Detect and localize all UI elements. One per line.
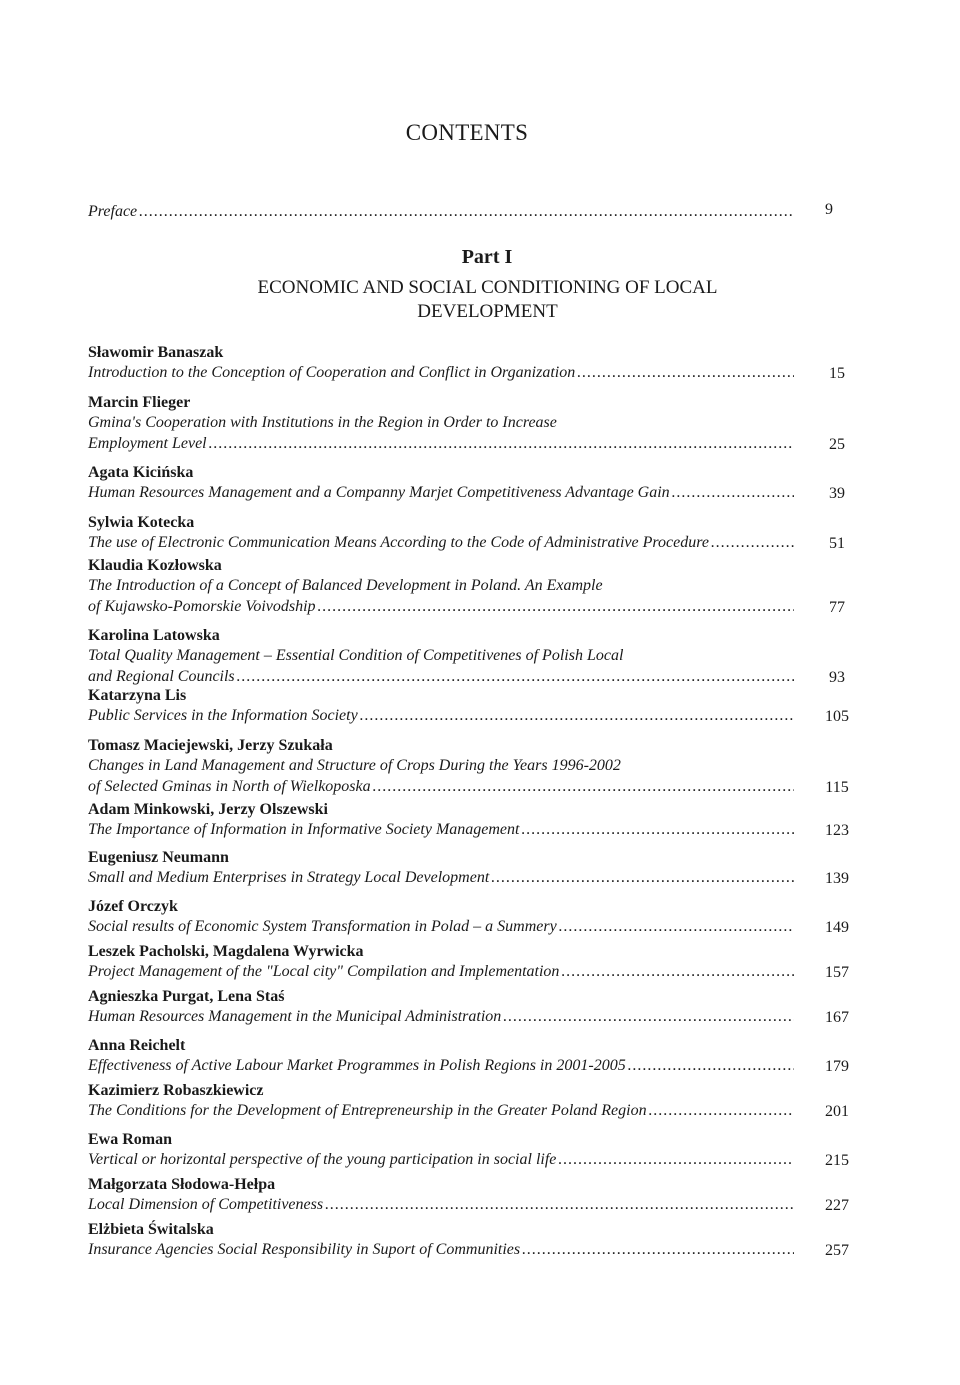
entry-author: Elżbieta Świtalska	[88, 1221, 214, 1238]
entry-author: Leszek Pacholski, Magdalena Wyrwicka	[88, 943, 364, 960]
entry-title-line	[88, 706, 794, 727]
entry-title-line	[88, 413, 794, 434]
dot-leader	[672, 483, 794, 503]
entry-page-number: 179	[825, 1058, 849, 1075]
entry-title-line	[88, 917, 794, 938]
entry-title-text: of Selected Gminas in North of Wielkoposka	[88, 778, 371, 795]
entry-title-line	[88, 1195, 794, 1216]
toc-entry[interactable]	[88, 897, 868, 938]
entry-title-text: Small and Medium Enterprises in Strategy Local Development	[88, 869, 490, 886]
dot-leader	[503, 1007, 794, 1027]
dot-leader	[628, 1056, 794, 1076]
entry-author: Ewa Roman	[88, 1131, 173, 1148]
entry-title-text: Gmina's Cooperation with Institutions in the Region in Order to Increase	[88, 414, 557, 431]
entry-author: Marcin Flieger	[88, 394, 191, 411]
entry-author: Katarzyna Lis	[88, 687, 187, 704]
entry-title-line	[88, 483, 794, 504]
entry-page-number: 93	[829, 669, 845, 686]
entry-title-line	[88, 363, 794, 384]
entry-author: Tomasz Maciejewski, Jerzy Szukała	[88, 737, 333, 754]
entry-title-line	[88, 576, 794, 597]
entry-author: Józef Orczyk	[88, 898, 178, 915]
entry-title-line	[88, 777, 794, 798]
preface-label: Preface	[88, 203, 138, 220]
entry-title-line	[88, 597, 794, 618]
toc-entry[interactable]	[88, 1036, 868, 1077]
entry-title-text: Vertical or horizontal perspective of the young participation in social life	[88, 1151, 557, 1168]
toc-entry[interactable]	[88, 556, 868, 618]
toc-entry[interactable]	[88, 513, 868, 554]
toc-entry[interactable]	[88, 800, 868, 841]
entry-page-number: 77	[829, 599, 845, 616]
entry-title-text: The use of Electronic Communication Means According to the Code of Administrative Procedure	[88, 534, 709, 551]
entry-title-text: The Importance of Information in Informative Society Management	[88, 821, 520, 838]
toc-entry[interactable]	[88, 626, 868, 688]
dot-leader	[561, 962, 794, 982]
entry-title-text: Project Management of the "Local city" Compilation and Implementation	[88, 963, 560, 980]
dot-leader	[711, 533, 794, 553]
dot-leader	[649, 1101, 794, 1121]
entry-author: Agnieszka Purgat, Lena Staś	[88, 988, 285, 1005]
entry-page-number: 123	[825, 822, 849, 839]
dot-leader	[558, 1150, 794, 1170]
entry-author: Eugeniusz Neumann	[88, 849, 229, 866]
entry-title-line	[88, 1240, 794, 1261]
entry-page-number: 215	[825, 1152, 849, 1169]
dot-leader	[491, 868, 794, 888]
entry-title-line	[88, 1150, 794, 1171]
toc-entry[interactable]	[88, 686, 868, 727]
entry-title-line	[88, 1007, 794, 1028]
entry-page-number: 105	[825, 708, 849, 725]
entry-page-number: 157	[825, 964, 849, 981]
dot-leader	[237, 667, 794, 687]
part-title: ECONOMIC AND SOCIAL CONDITIONING OF LOCAL DEVELOPMENT	[257, 277, 718, 322]
page-title: CONTENTS	[405, 120, 529, 145]
entry-title-text: of Kujawsko-Pomorskie Voivodship	[88, 598, 316, 615]
entry-title-text: Social results of Economic System Transformation in Polad – a Summery	[88, 918, 557, 935]
entry-title-line	[88, 1056, 794, 1077]
entry-title-line	[88, 667, 794, 688]
entry-author: Agata Kicińska	[88, 464, 194, 481]
entry-title-line	[88, 434, 794, 455]
entry-title-text: Human Resources Management and a Companny Marjet Competitiveness Advantage Gain	[88, 484, 670, 501]
entry-title-line	[88, 868, 794, 889]
dot-leader	[559, 917, 794, 937]
entry-title-text: The Introduction of a Concept of Balanced Development in Poland. An Example	[88, 577, 603, 594]
entry-title-text: Human Resources Management in the Municipal Administration	[88, 1008, 502, 1025]
entry-title-text: Insurance Agencies Social Responsibility in Suport of Communities	[88, 1241, 521, 1258]
toc-entry[interactable]	[88, 942, 868, 983]
entry-page-number: 25	[829, 436, 845, 453]
entry-title-text: Local Dimension of Competitiveness	[88, 1196, 324, 1213]
entry-title-text: Public Services in the Information Society	[88, 707, 358, 724]
preface-entry[interactable]	[88, 202, 794, 222]
entry-title-text: Total Quality Management – Essential Condition of Competitivenes of Polish Local	[88, 647, 624, 664]
toc-entry[interactable]	[88, 987, 868, 1028]
entry-title-line	[88, 820, 794, 841]
entry-title-line	[88, 756, 794, 777]
entry-page-number: 139	[825, 870, 849, 887]
preface-page-number: 9	[825, 201, 833, 218]
entry-page-number: 201	[825, 1103, 849, 1120]
dot-leader	[522, 1240, 794, 1260]
toc-entry[interactable]	[88, 848, 868, 889]
toc-entry[interactable]	[88, 393, 868, 455]
toc-entry[interactable]	[88, 1220, 868, 1261]
entry-title-line	[88, 962, 794, 983]
entry-page-number: 39	[829, 485, 845, 502]
entry-title-line	[88, 646, 794, 667]
entry-title-text: Employment Level	[88, 435, 207, 452]
entry-page-number: 15	[829, 365, 845, 382]
entry-title-text: Introduction to the Conception of Cooperation and Conflict in Organization	[88, 364, 576, 381]
toc-entry[interactable]	[88, 736, 868, 798]
toc-entry[interactable]	[88, 1130, 868, 1171]
entry-author: Klaudia Kozłowska	[88, 557, 222, 574]
dot-leader	[521, 820, 794, 840]
entry-page-number: 227	[825, 1197, 849, 1214]
entry-page-number: 149	[825, 919, 849, 936]
entry-title-text: The Conditions for the Development of Entrepreneurship in the Greater Poland Region	[88, 1102, 647, 1119]
entry-page-number: 167	[825, 1009, 849, 1026]
entry-author: Karolina Latowska	[88, 627, 220, 644]
entry-page-number: 51	[829, 535, 845, 552]
dot-leader	[577, 363, 794, 383]
entry-title-line	[88, 533, 794, 554]
entry-title-text: Changes in Land Management and Structure of Crops During the Years 1996-2002	[88, 757, 621, 774]
entry-author: Małgorzata Słodowa-Hełpa	[88, 1176, 276, 1193]
entry-page-number: 257	[825, 1242, 849, 1259]
dot-leader	[139, 202, 794, 222]
toc-entry[interactable]	[88, 1081, 868, 1122]
dot-leader	[360, 706, 794, 726]
entry-title-text: Effectiveness of Active Labour Market Programmes in Polish Regions in 2001-2005	[88, 1057, 626, 1074]
entry-author: Sławomir Banaszak	[88, 344, 224, 361]
entry-author: Adam Minkowski, Jerzy Olszewski	[88, 801, 328, 818]
toc-entry[interactable]	[88, 463, 868, 504]
entry-title-line	[88, 1101, 794, 1122]
entry-title-text: and Regional Councils	[88, 668, 235, 685]
dot-leader	[325, 1195, 794, 1215]
dot-leader	[373, 777, 794, 797]
toc-entry[interactable]	[88, 343, 868, 384]
entry-author: Anna Reichelt	[88, 1037, 186, 1054]
toc-entry[interactable]	[88, 1175, 868, 1216]
dot-leader	[209, 434, 794, 454]
entry-author: Kazimierz Robaszkiewicz	[88, 1082, 264, 1099]
entry-page-number: 115	[825, 779, 849, 796]
dot-leader	[318, 597, 794, 617]
part-label: Part I	[461, 246, 513, 268]
entry-author: Sylwia Kotecka	[88, 514, 195, 531]
